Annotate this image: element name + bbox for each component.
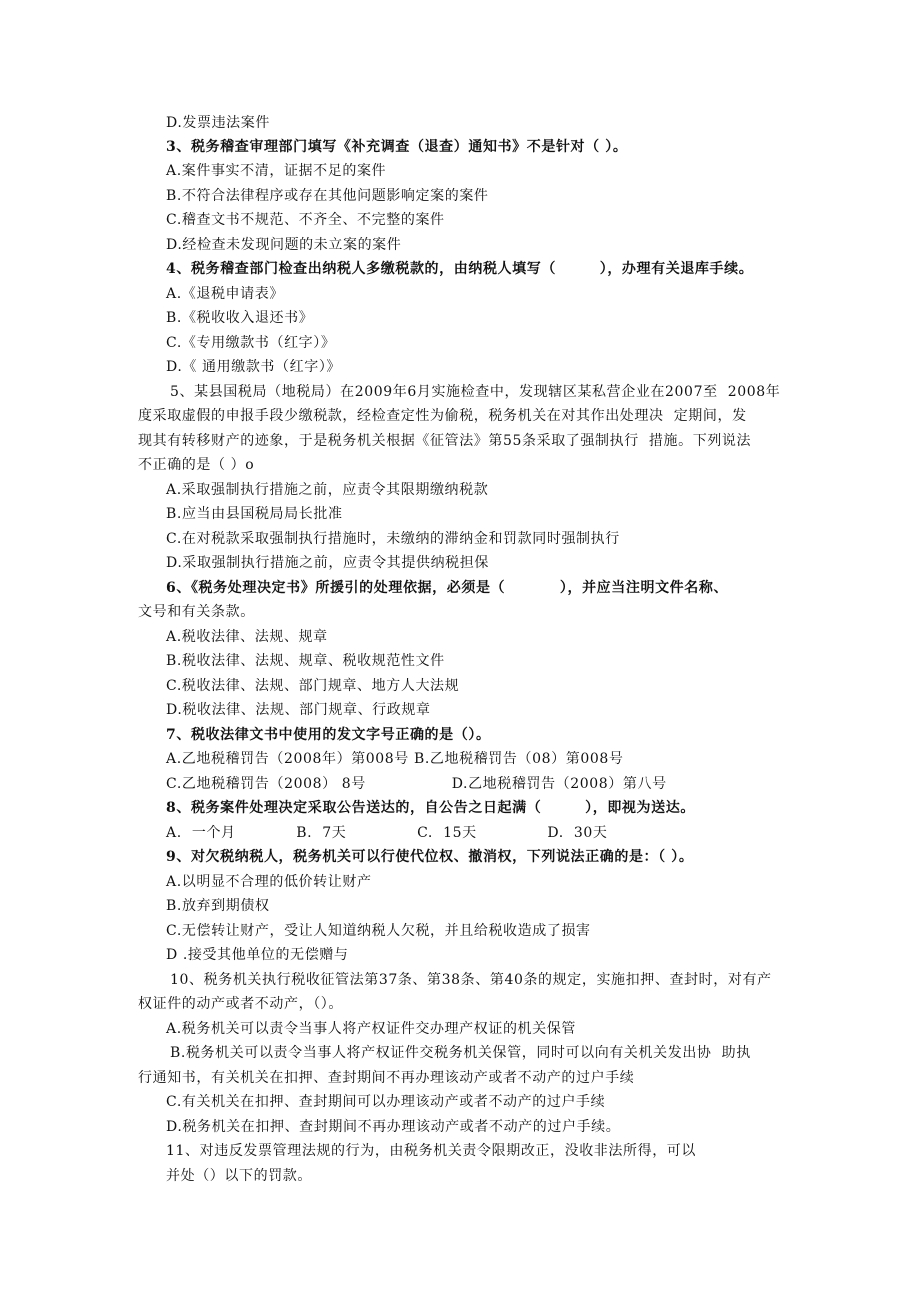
question-6: 6、《税务处理决定书》所援引的处理依据，必须是（ ），并应当注明文件名称、 (166, 580, 729, 596)
option-line: A. 一个月 B. 7天 C. 15天 D. 30天 (166, 825, 608, 841)
option-line: C.无偿转让财产，受让人知道纳税人欠税，并且给税收造成了损害 (166, 923, 591, 939)
option-line: C.《专用缴款书（红字）》 (166, 335, 336, 351)
option-line: D.发票违法案件 (166, 115, 270, 131)
question-4: 4、税务稽查部门检查出纳税人多缴税款的，由纳税人填写（ ），办理有关退库手续。 (166, 261, 754, 277)
option-line: A.以明显不合理的低价转让财产 (166, 874, 372, 890)
option-line: D.经检查未发现问题的未立案的案件 (166, 237, 402, 253)
question-5: 5、某县国税局（地税局）在2009年6月实施检查中，发现辖区某私营企业在2007至 2008年 (170, 384, 781, 400)
option-line: A.乙地税稽罚告（2008年）第008号 B.乙地税稽罚告（08）第008号 (166, 751, 624, 767)
option-line: C.乙地税稽罚告（2008） 8号 D.乙地税稽罚告（2008）第八号 (166, 776, 667, 792)
option-line: D.采取强制执行措施之前，应责令其提供纳税担保 (166, 555, 489, 571)
option-line: B.税收法律、法规、规章、税收规范性文件 (166, 653, 445, 669)
question-6-cont: 文号和有关条款。 (138, 604, 255, 620)
question-5-cont: 不正确的是（ ）o (138, 457, 255, 473)
option-line: A.采取强制执行措施之前，应责令其限期缴纳税款 (166, 482, 489, 498)
question-8: 8、税务案件处理决定采取公告送达的，自公告之日起满（ ），即视为送达。 (166, 800, 695, 816)
question-11: 11、对违反发票管理法规的行为，由税务机关责令限期改正，没收非法所得，可以 (166, 1143, 697, 1159)
option-line: A.《退税申请表》 (166, 286, 284, 302)
option-line: A.税收法律、法规、规章 (166, 629, 328, 645)
option-line: C.稽查文书不规范、不齐全、不完整的案件 (166, 212, 445, 228)
option-line: D.《 通用缴款书（红字）》 (166, 359, 342, 375)
option-cont: 行通知书，有关机关在扣押、查封期间不再办理该动产或者不动产的过户手续 (138, 1070, 635, 1086)
question-10: 10、税务机关执行税收征管法第37条、第38条、第40条的规定，实施扣押、查封时，对有产 (170, 972, 772, 988)
question-9: 9、对欠税纳税人，税务机关可以行使代位权、撤消权，下列说法正确的是：（ ）。 (166, 849, 694, 865)
question-11-cont: 并处（）以下的罚款。 (166, 1168, 312, 1184)
question-5-cont: 度采取虚假的申报手段少缴税款，经检查定性为偷税，税务机关在对其作出处理决 定期间，发 (138, 408, 747, 424)
option-line: C.有关机关在扣押、查封期间可以办理该动产或者不动产的过户手续 (166, 1094, 606, 1110)
option-line: C.在对税款采取强制执行措施时，未缴纳的滞纳金和罚款同时强制执行 (166, 531, 620, 547)
option-line: C.税收法律、法规、部门规章、地方人大法规 (166, 678, 460, 694)
option-line: A.税务机关可以责令当事人将产权证件交办理产权证的机关保管 (166, 1021, 576, 1037)
question-7: 7、税收法律文书中使用的发文字号正确的是（）。 (166, 727, 491, 743)
option-line: D.税收法律、法规、部门规章、行政规章 (166, 702, 431, 718)
option-line: B.《税收收入退还书》 (166, 310, 314, 326)
option-line: B.税务机关可以责令当事人将产权证件交税务机关保管，同时可以向有关机关发出协 助执 (170, 1045, 751, 1061)
question-5-cont: 现其有转移财产的迹象，于是税务机关根据《征管法》第55条采取了强制执行 措施。下列说法 (138, 433, 752, 449)
question-3: 3、税务稽查审理部门填写《补充调查（退查）通知书》不是针对（ ）。 (166, 139, 628, 155)
option-line: B.应当由县国税局局长批准 (166, 506, 343, 522)
option-line: D .接受其他单位的无偿赠与 (166, 947, 349, 963)
question-10-cont: 权证件的动产或者不动产，（）。 (138, 996, 343, 1012)
option-line: A.案件事实不清，证据不足的案件 (166, 163, 387, 179)
option-line: D.税务机关在扣押、查封期间不再办理该动产或者不动产的过户手续。 (166, 1119, 621, 1135)
option-line: B.放弃到期债权 (166, 898, 270, 914)
option-line: B.不符合法律程序或存在其他问题影响定案的案件 (166, 188, 489, 204)
